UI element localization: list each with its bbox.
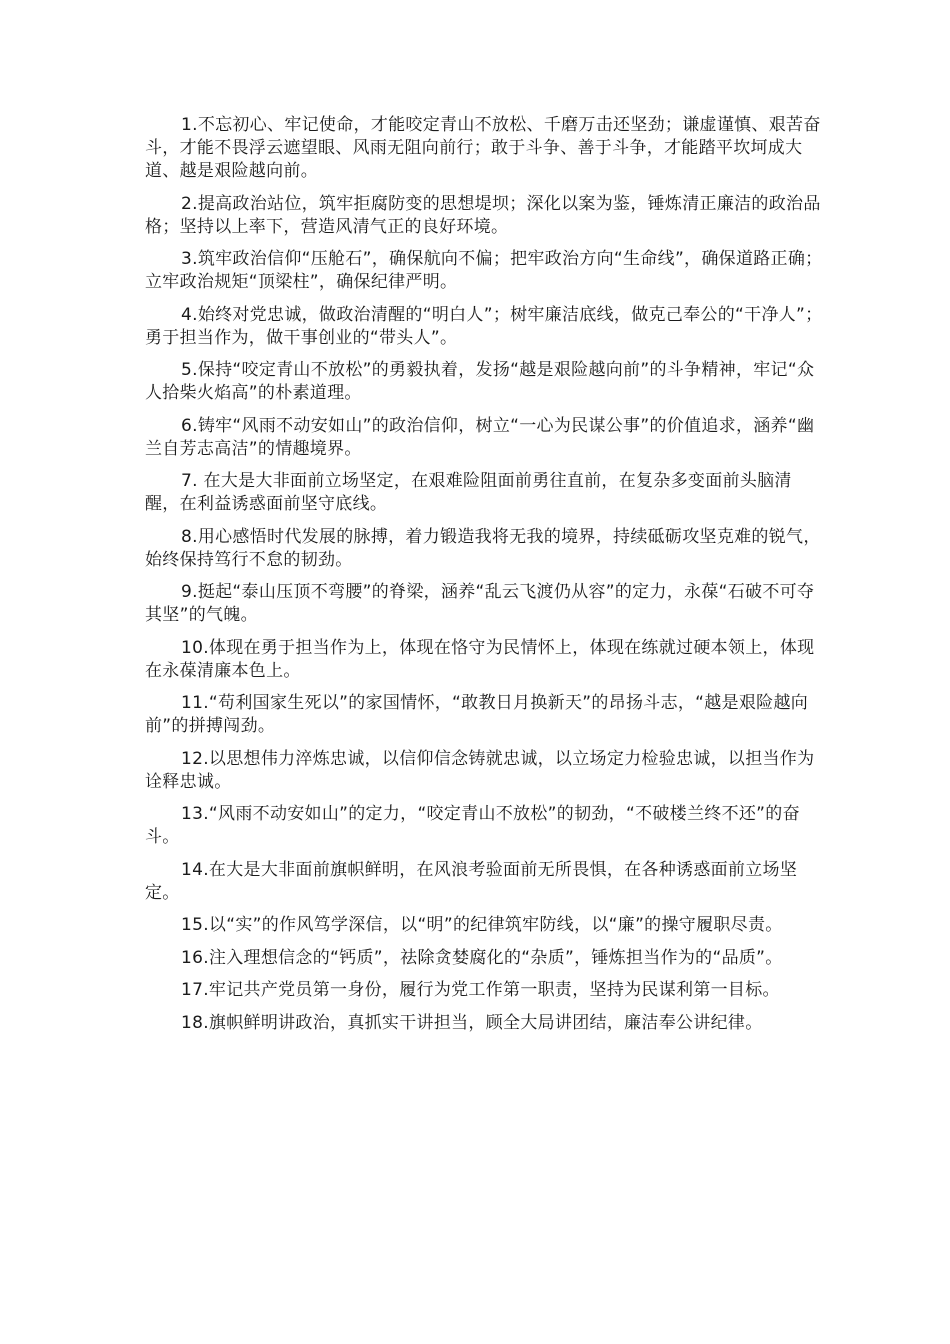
- paragraph-3: 3.筑牢政治信仰“压舱石”，确保航向不偏；把牢政治方向“生命线”，确保道路正确；立牢政治规矩“顶梁柱”，确保纪律严明。: [145, 249, 823, 292]
- paragraph-18: 18.旗帜鲜明讲政治，真抓实干讲担当，顾全大局讲团结，廉洁奉公讲纪律。: [181, 1012, 763, 1033]
- paragraph-10: 10.体现在勇于担当作为上，体现在恪守为民情怀上，体现在练就过硬本领上，体现在永葆清廉本色上。: [145, 637, 815, 681]
- paragraph-1: 1.不忘初心、牢记使命，才能咬定青山不放松、千磨万击还坚劲；谦虚谨慎、艰苦奋斗，才能不畏浮云遮望眼、风雨无阻向前行；敢于斗争、善于斗争，才能踏平坎坷成大道、越是艰险越向前。: [145, 115, 821, 181]
- paragraph-8: 8.用心感悟时代发展的脉搏，着力锻造我将无我的境界，持续砥砺攻坚克难的锐气，始终保持笃行不怠的韧劲。: [145, 526, 821, 570]
- paragraph-13: 13.“风雨不动安如山”的定力，“咬定青山不放松”的韧劲，“不破楼兰终不还”的奋斗。: [145, 804, 800, 847]
- paragraph-12: 12.以思想伟力淬炼忠诚，以信仰信念铸就忠诚，以立场定力检验忠诚，以担当作为诠释忠诚。: [145, 748, 815, 792]
- document-body: [145, 114, 825, 1044]
- paragraph-6: 6.铸牢“风雨不动安如山”的政治信仰，树立“一心为民谋公事”的价值追求，涵养“幽兰自芳志高洁”的情趣境界。: [145, 415, 815, 459]
- paragraph-11: 11.“苟利国家生死以”的家国情怀，“敢教日月换新天”的昂扬斗志，“越是艰险越向前”的拼搏闯劲。: [145, 693, 809, 736]
- paragraph-16: 16.注入理想信念的“钙质”，祛除贪婪腐化的“杂质”，锤炼担当作为的“品质”。: [181, 947, 783, 968]
- paragraph-7: 7. 在大是大非面前立场坚定，在艰难险阻面前勇往直前，在复杂多变面前头脑清醒，在利益诱惑面前坚守底线。: [145, 471, 792, 514]
- paragraph-2: 2.提高政治站位，筑牢拒腐防变的思想堤坝；深化以案为鉴，锤炼清正廉洁的政治品格；坚持以上率下，营造风清气正的良好环境。: [145, 193, 821, 237]
- paragraph-5: 5.保持“咬定青山不放松”的勇毅执着，发扬“越是艰险越向前”的斗争精神，牢记“众人拾柴火焰高”的朴素道理。: [145, 360, 815, 403]
- paragraph-14: 14.在大是大非面前旗帜鲜明，在风浪考验面前无所畏惧，在各种诱惑面前立场坚定。: [145, 859, 798, 903]
- paragraph-15: 15.以“实”的作风笃学深信，以“明”的纪律筑牢防线，以“廉”的操守履职尽责。: [181, 915, 783, 935]
- paragraph-4: 4.始终对党忠诚，做政治清醒的“明白人”；树牢廉洁底线，做克己奉公的“干净人”；勇于担当作为，做干事创业的“带头人”。: [145, 304, 823, 348]
- paragraph-17: 17.牢记共产党员第一身份，履行为党工作第一职责，坚持为民谋利第一目标。: [181, 980, 780, 1000]
- paragraph-9: 9.挺起“泰山压顶不弯腰”的脊梁，涵养“乱云飞渡仍从容”的定力，永葆“石破不可夺其坚”的气魄。: [145, 582, 815, 625]
